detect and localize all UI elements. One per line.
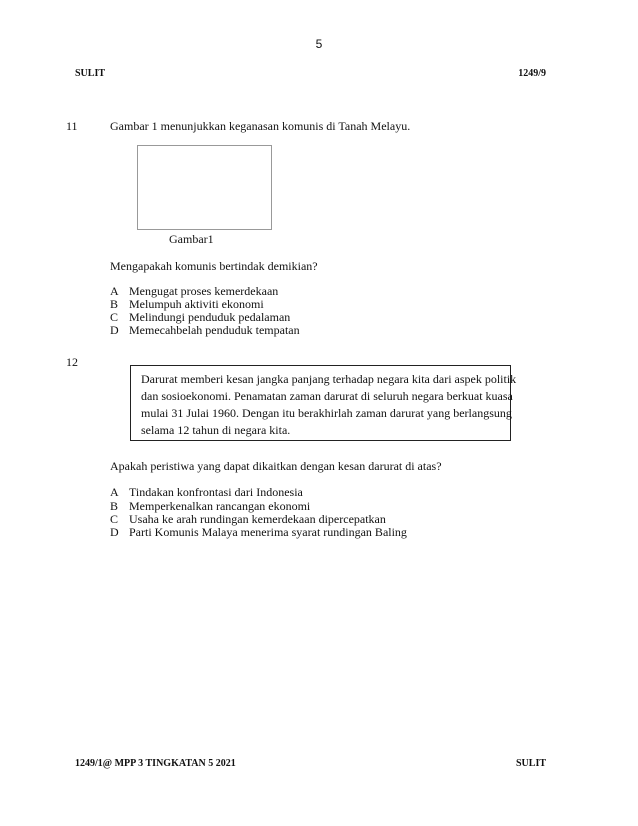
page-number: 5 xyxy=(315,37,323,51)
header-paper-code: 1249/9 xyxy=(518,68,546,79)
q12-option-a[interactable] xyxy=(110,485,303,500)
option-letter: B xyxy=(110,499,119,513)
source-text-box xyxy=(130,365,517,441)
footer-paper-title: 1249/1@ MPP 3 TINGKATAN 5 2021 xyxy=(75,758,236,769)
header-classification: SULIT xyxy=(75,68,106,79)
option-text: Melumpuh aktiviti ekonomi xyxy=(129,297,264,311)
option-letter: C xyxy=(110,310,119,324)
source-line: dan sosioekonomi. Penamatan zaman darurat di seluruh negara berkuat kuasa xyxy=(141,389,513,403)
option-letter: B xyxy=(110,297,119,311)
option-text: Memperkenalkan rancangan ekonomi xyxy=(129,499,311,513)
figure-caption: Gambar1 xyxy=(169,232,214,246)
source-line: selama 12 tahun di negara kita. xyxy=(141,423,291,437)
option-text: Parti Komunis Malaya menerima syarat rundingan Baling xyxy=(129,525,407,539)
option-text: Tindakan konfrontasi dari Indonesia xyxy=(129,485,303,499)
question-11-stem: Gambar 1 menunjukkan keganasan komunis di Tanah Melayu. xyxy=(110,119,411,133)
question-12-number: 12 xyxy=(66,355,78,369)
question-11-prompt: Mengapakah komunis bertindak demikian? xyxy=(110,259,318,273)
option-text: Usaha ke arah rundingan kemerdekaan dipercepatkan xyxy=(129,512,386,526)
option-letter: A xyxy=(110,485,119,499)
option-letter: D xyxy=(110,525,119,539)
question-11-number: 11 xyxy=(66,119,78,133)
option-letter: A xyxy=(110,284,119,298)
question-12-prompt: Apakah peristiwa yang dapat dikaitkan dengan kesan darurat di atas? xyxy=(110,459,442,473)
option-letter: C xyxy=(110,512,119,526)
footer-classification: SULIT xyxy=(515,758,546,769)
option-text: Melindungi penduduk pedalaman xyxy=(129,310,291,324)
option-letter: D xyxy=(110,323,119,337)
option-text: Mengugat proses kemerdekaan xyxy=(129,284,279,298)
figure-placeholder xyxy=(137,145,272,230)
source-line: mulai 31 Julai 1960. Dengan itu berakhirlah zaman darurat yang berlangsung xyxy=(141,406,512,420)
q12-option-d[interactable] xyxy=(110,525,407,540)
source-line: Darurat memberi kesan jangka panjang terhadap negara kita dari aspek politik xyxy=(141,372,517,386)
option-text: Memecahbelah penduduk tempatan xyxy=(129,323,300,337)
q11-option-d[interactable] xyxy=(110,323,300,338)
